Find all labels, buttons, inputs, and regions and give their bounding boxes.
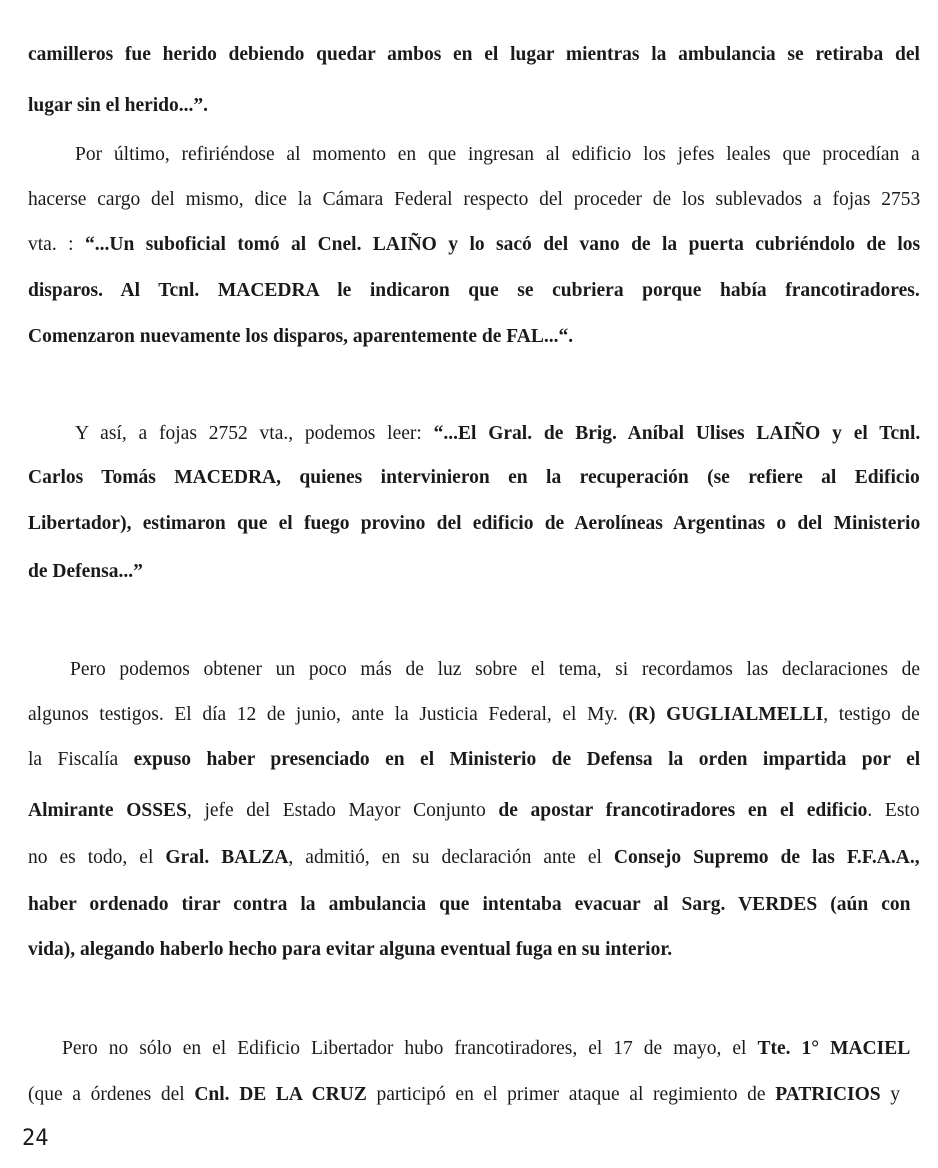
bold-text-segment: (R) GUGLIALMELLI bbox=[628, 704, 824, 725]
bold-text-segment: disparos. Al Tcnl. MACEDRA le indicaron que se cubriera porque había francotiradores. bbox=[28, 280, 920, 301]
text-segment: (que a órdenes del bbox=[28, 1084, 195, 1105]
bold-text-segment: Gral. BALZA bbox=[165, 847, 289, 868]
text-line bbox=[62, 1037, 910, 1061]
bold-text-segment: de Defensa...” bbox=[28, 561, 143, 582]
bold-text-segment: Carlos Tomás MACEDRA, quienes intervinieron en la recuperación (se refiere al Edificio bbox=[28, 467, 920, 488]
text-segment: y bbox=[880, 1084, 901, 1105]
bold-text-segment: “...Un suboficial tomó al Cnel. LAIÑO y lo sacó del vano de la puerta cubriéndolo de los bbox=[84, 234, 921, 255]
text-segment: . Esto bbox=[867, 800, 920, 821]
text-line bbox=[28, 938, 672, 962]
text-line bbox=[28, 893, 910, 917]
bold-text-segment: Tte. 1° MACIEL bbox=[757, 1038, 911, 1059]
text-segment: , jefe del Estado Mayor Conjunto bbox=[186, 800, 499, 821]
bold-text-segment: de apostar francotiradores en el edificio bbox=[498, 800, 868, 821]
text-line bbox=[28, 325, 573, 349]
bold-text-segment: PATRICIOS bbox=[775, 1084, 881, 1105]
text-line bbox=[28, 94, 208, 118]
text-line bbox=[28, 748, 920, 772]
bold-text-segment: Cnl. DE LA CRUZ bbox=[194, 1084, 367, 1105]
text-segment: Pero no sólo en el Edificio Libertador hubo francotiradores, el 17 de mayo, el bbox=[62, 1038, 758, 1059]
text-segment: participó en el primer ataque al regimiento de bbox=[366, 1084, 776, 1105]
bold-text-segment: haber ordenado tirar contra la ambulancia que intentaba evacuar al Sarg. VERDES (aún con bbox=[28, 894, 911, 915]
text-line bbox=[28, 43, 920, 67]
text-line bbox=[28, 703, 920, 727]
text-line bbox=[75, 422, 920, 446]
bold-text-segment: vida), alegando haberlo hecho para evitar alguna eventual fuga en su interior. bbox=[28, 939, 673, 960]
text-line bbox=[70, 658, 920, 682]
text-segment: Pero podemos obtener un poco más de luz sobre el tema, si recordamos las declaraciones de bbox=[70, 659, 921, 680]
text-segment: Por último, refiriéndose al momento en que ingresan al edificio los jefes leales que procedían a bbox=[75, 144, 920, 165]
text-segment: algunos testigos. El día 12 de junio, ante la Justicia Federal, el My. bbox=[28, 704, 629, 725]
text-segment: vta. : bbox=[28, 234, 85, 255]
text-segment: , testigo de bbox=[823, 704, 920, 725]
text-line bbox=[28, 512, 920, 536]
bold-text-segment: Almirante OSSES bbox=[28, 800, 187, 821]
bold-text-segment: Consejo Supremo de las F.F.A.A., bbox=[613, 847, 920, 868]
bold-text-segment: lugar sin el herido...”. bbox=[28, 95, 209, 116]
text-line bbox=[75, 143, 920, 167]
bold-text-segment: Comenzaron nuevamente los disparos, aparentemente de FAL...“. bbox=[28, 326, 574, 347]
bold-text-segment: “...El Gral. de Brig. Aníbal Ulises LAIÑO y el Tcnl. bbox=[433, 423, 921, 444]
text-segment: la Fiscalía bbox=[28, 749, 134, 770]
bold-text-segment: Libertador), estimaron que el fuego provino del edificio de Aerolíneas Argentinas o del Ministerio bbox=[28, 513, 921, 534]
text-segment: , admitió, en su declaración ante el bbox=[288, 847, 614, 868]
text-line bbox=[28, 1083, 900, 1107]
text-line bbox=[28, 466, 920, 490]
text-segment: Y así, a fojas 2752 vta., podemos leer: bbox=[75, 423, 434, 444]
bold-text-segment: expuso haber presenciado en el Ministerio de Defensa la orden impartida por el bbox=[133, 749, 921, 770]
text-line bbox=[28, 233, 920, 257]
page-number: 24 bbox=[22, 1126, 49, 1151]
text-line bbox=[28, 560, 143, 584]
bold-text-segment: camilleros fue herido debiendo quedar ambos en el lugar mientras la ambulancia se retiraba del bbox=[28, 44, 920, 65]
text-line bbox=[28, 846, 920, 870]
text-line bbox=[28, 799, 920, 823]
text-line bbox=[28, 279, 920, 303]
text-segment: no es todo, el bbox=[28, 847, 166, 868]
text-segment: hacerse cargo del mismo, dice la Cámara Federal respecto del proceder de los sublevados a fojas 2753 bbox=[28, 189, 921, 210]
text-line bbox=[28, 188, 920, 212]
